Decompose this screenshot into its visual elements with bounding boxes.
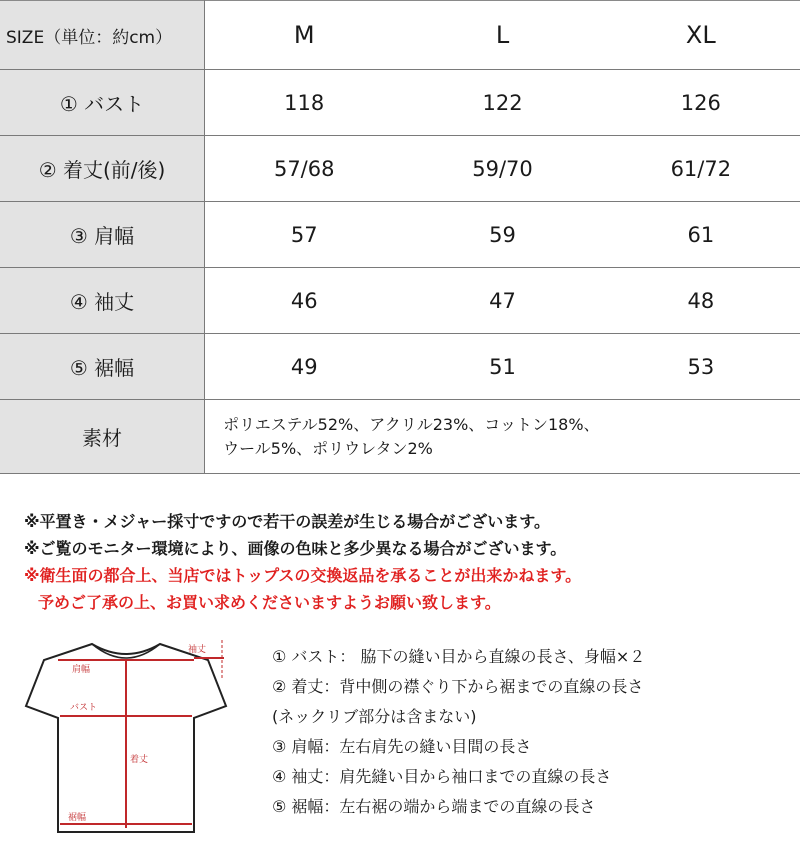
- table-cell: 57: [205, 202, 404, 268]
- table-cell: 53: [602, 334, 800, 400]
- material-row: [0, 400, 800, 474]
- material-text: [205, 400, 800, 474]
- table-cell: 122: [403, 70, 601, 136]
- table-cell: 49: [205, 334, 404, 400]
- size-unit-label: SIZE（単位：約cm）: [0, 1, 205, 70]
- notes: [24, 508, 581, 616]
- note-acknowledge: 予めご了承の上、お買い求めくださいますようお願い致します。: [38, 593, 501, 612]
- material-line: ウール5%、ポリウレタン2%: [223, 438, 433, 458]
- note-monitor: ※ご覧のモニター環境により、画像の色味と多少異なる場合がございます。: [24, 539, 567, 558]
- material-line: ポリエステル52%、アクリル23%、コットン18%、: [223, 414, 600, 434]
- row-label: ⑤ 裾幅: [0, 334, 205, 400]
- legend-hem: ⑤ 裾幅：左右裾の端から端までの直線の長さ: [272, 797, 596, 816]
- shoulder-label: 肩幅: [72, 665, 91, 675]
- header-row: [0, 1, 800, 70]
- table-cell: 59/70: [403, 136, 601, 202]
- table-row: [0, 268, 800, 334]
- row-label: ② 着丈(前/後): [0, 136, 205, 202]
- legend-length: ② 着丈：背中側の襟ぐり下から裾までの直線の長さ: [272, 677, 644, 696]
- table-cell: 47: [403, 268, 601, 334]
- length-label: 着丈: [130, 755, 149, 765]
- material-label: 素材: [0, 400, 205, 474]
- table-cell: 46: [205, 268, 404, 334]
- table-cell: 48: [602, 268, 800, 334]
- hem-label: 裾幅: [68, 813, 87, 823]
- table-row: [0, 70, 800, 136]
- row-label: ③ 肩幅: [0, 202, 205, 268]
- table-row: [0, 334, 800, 400]
- size-l-header: L: [403, 1, 601, 70]
- table-cell: 51: [403, 334, 601, 400]
- legend-shoulder: ③ 肩幅：左右肩先の縫い目間の長さ: [272, 737, 532, 756]
- measurement-legend: [272, 642, 645, 822]
- legend-bust: ① バスト： 脇下の縫い目から直線の長さ、身幅×２: [272, 647, 646, 666]
- note-no-return: ※衛生面の都合上、当店ではトップスの交換返品を承ることが出来かねます。: [24, 566, 582, 585]
- note-measurement: ※平置き・メジャー採寸ですので若干の誤差が生じる場合がございます。: [24, 512, 550, 531]
- table-cell: 126: [602, 70, 800, 136]
- legend-sleeve: ④ 袖丈：肩先縫い目から袖口までの直線の長さ: [272, 767, 612, 786]
- table-cell: 61/72: [602, 136, 800, 202]
- table-cell: 59: [403, 202, 601, 268]
- table-cell: 61: [602, 202, 800, 268]
- size-m-header: M: [205, 1, 404, 70]
- row-label: ④ 袖丈: [0, 268, 205, 334]
- table-row: [0, 202, 800, 268]
- size-xl-header: XL: [602, 1, 800, 70]
- legend-length-note: (ネックリブ部分は含まない): [272, 707, 477, 726]
- table-row: [0, 136, 800, 202]
- sleeve-label: 袖丈: [188, 645, 207, 655]
- tshirt-measure-diagram: [22, 638, 232, 838]
- table-cell: 57/68: [205, 136, 404, 202]
- bust-label: バスト: [70, 703, 98, 713]
- table-cell: 118: [205, 70, 404, 136]
- row-label: ① バスト: [0, 70, 205, 136]
